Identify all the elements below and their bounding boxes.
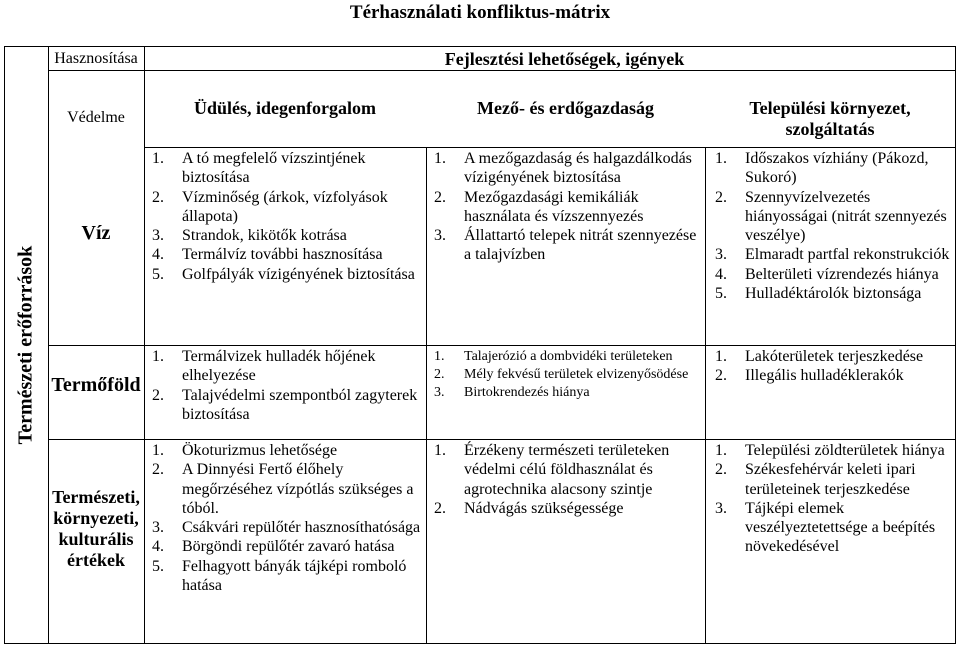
cell-viz-mezogazdasag <box>434 149 698 265</box>
item-list <box>152 347 422 424</box>
item-list <box>715 347 955 386</box>
list-item: A tó megfelelő vízszintjének biztosítása <box>182 150 366 187</box>
list-item: Hulladéktárolók biztonsága <box>745 285 922 303</box>
page-title: Térhasználati konfliktus-mátrix <box>349 2 611 23</box>
list-item: Nádvágás szükségessége <box>464 499 624 517</box>
table-line <box>4 643 956 644</box>
cell-ertekek-mezogazdasag <box>434 441 698 518</box>
list-item: Vízminőség (árkok, vízfolyások állapota) <box>182 188 388 225</box>
list-item: Termálvizek hulladék hőjének elhelyezése <box>182 348 376 385</box>
cell-viz-telepulesi <box>715 149 955 303</box>
item-list <box>152 149 422 284</box>
cell-termofold-udules <box>152 347 422 424</box>
table-line <box>144 147 956 148</box>
table-line <box>48 439 956 440</box>
table-line <box>144 46 145 644</box>
list-item: Tájképi elemek veszélyeztetettsége a beépítés növekedésével <box>745 499 936 556</box>
item-list <box>434 441 698 518</box>
header-column-mezogazdasag: Mező- és erdőgazdaság <box>477 98 654 118</box>
row-category-ertekek: Természeti, környezeti, kulturális értékek <box>52 487 140 570</box>
cell-ertekek-telepulesi <box>715 441 955 557</box>
list-item: A Dinnyési Fertő élőhely megőrzéséhez vízpótlás szükséges a tóból. <box>182 461 414 517</box>
side-label: Természeti erőforrások <box>14 245 37 445</box>
header-vedelme: Védelme <box>67 109 125 126</box>
table-line <box>48 345 956 346</box>
list-item: Állattartó telepek nitrát szennyezése a talajvízben <box>464 227 697 264</box>
cell-termofold-telepulesi <box>715 347 955 386</box>
list-item: Székesfehérvár keleti ipari területeinek terjeszkedése <box>745 461 916 498</box>
list-item: Börgöndi repülőtér zavaró hatása <box>182 538 395 556</box>
table-line <box>426 147 427 644</box>
item-list <box>715 149 955 303</box>
list-item: Települési zöldterületek hiánya <box>745 442 945 459</box>
list-item: A mezőgazdaság és halgazdálkodás vízigényének biztosítása <box>464 150 692 187</box>
list-item: Szennyvízelvezetés hiányosságai (nitrát szennyezés veszélye) <box>745 188 947 245</box>
table-line <box>955 46 956 644</box>
table-line <box>4 46 956 47</box>
list-item: Felhagyott bányák tájképi romboló hatása <box>182 557 407 595</box>
list-item: Mély fekvésű területek elvizenyősödése <box>464 367 689 383</box>
item-list <box>152 441 422 595</box>
cell-ertekek-udules <box>152 441 422 595</box>
header-column-telepulesi: Települési környezet, szolgáltatás <box>749 98 911 139</box>
list-item: Csákvári repülőtér hasznosíthatósága <box>182 519 421 537</box>
list-item: Strandok, kikötők kotrása <box>182 227 347 245</box>
row-category-termofold: Termőföld <box>51 374 141 396</box>
list-item: Talajerózió a dombvidéki területeken <box>464 349 673 364</box>
header-column-udules: Üdülés, idegenforgalom <box>194 98 376 118</box>
item-list <box>434 149 698 265</box>
list-item: Lakóterületek terjeszkedése <box>745 348 924 365</box>
side-label-cell <box>4 46 48 644</box>
header-hasznositasa: Hasznosítása <box>54 50 138 67</box>
cell-viz-udules <box>152 149 422 284</box>
list-item: Időszakos vízhiány (Pákozd, Sukoró) <box>745 150 929 187</box>
list-item: Mezőgazdasági kemikáliák használata és vízszennyezés <box>464 188 644 225</box>
list-item: Elmaradt partfal rekonstrukciók <box>745 246 950 264</box>
list-item: Érzékeny természeti területeken védelmi célú földhasználat és agrotechnika alacsony szintje <box>464 442 670 498</box>
conflict-matrix-table <box>4 46 956 644</box>
list-item: Termálvíz további hasznosítása <box>182 246 383 264</box>
item-list <box>715 441 955 557</box>
list-item: Golfpályák vízigényének biztosítása <box>182 265 415 283</box>
list-item: Birtokrendezés hiánya <box>464 385 590 401</box>
list-item: Belterületi vízrendezés hiánya <box>745 265 939 283</box>
item-list <box>434 348 698 403</box>
row-category-viz: Víz <box>81 222 111 244</box>
table-line <box>705 147 706 644</box>
cell-termofold-mezogazdasag <box>434 348 698 403</box>
table-line <box>48 70 956 71</box>
list-item: Ökoturizmus lehetősége <box>182 442 338 459</box>
list-item: Talajvédelmi szempontból zagyterek biztosítása <box>182 386 418 423</box>
header-fejlesztesi: Fejlesztési lehetőségek, igények <box>444 49 685 69</box>
list-item: Illegális hulladéklerakók <box>745 367 904 385</box>
